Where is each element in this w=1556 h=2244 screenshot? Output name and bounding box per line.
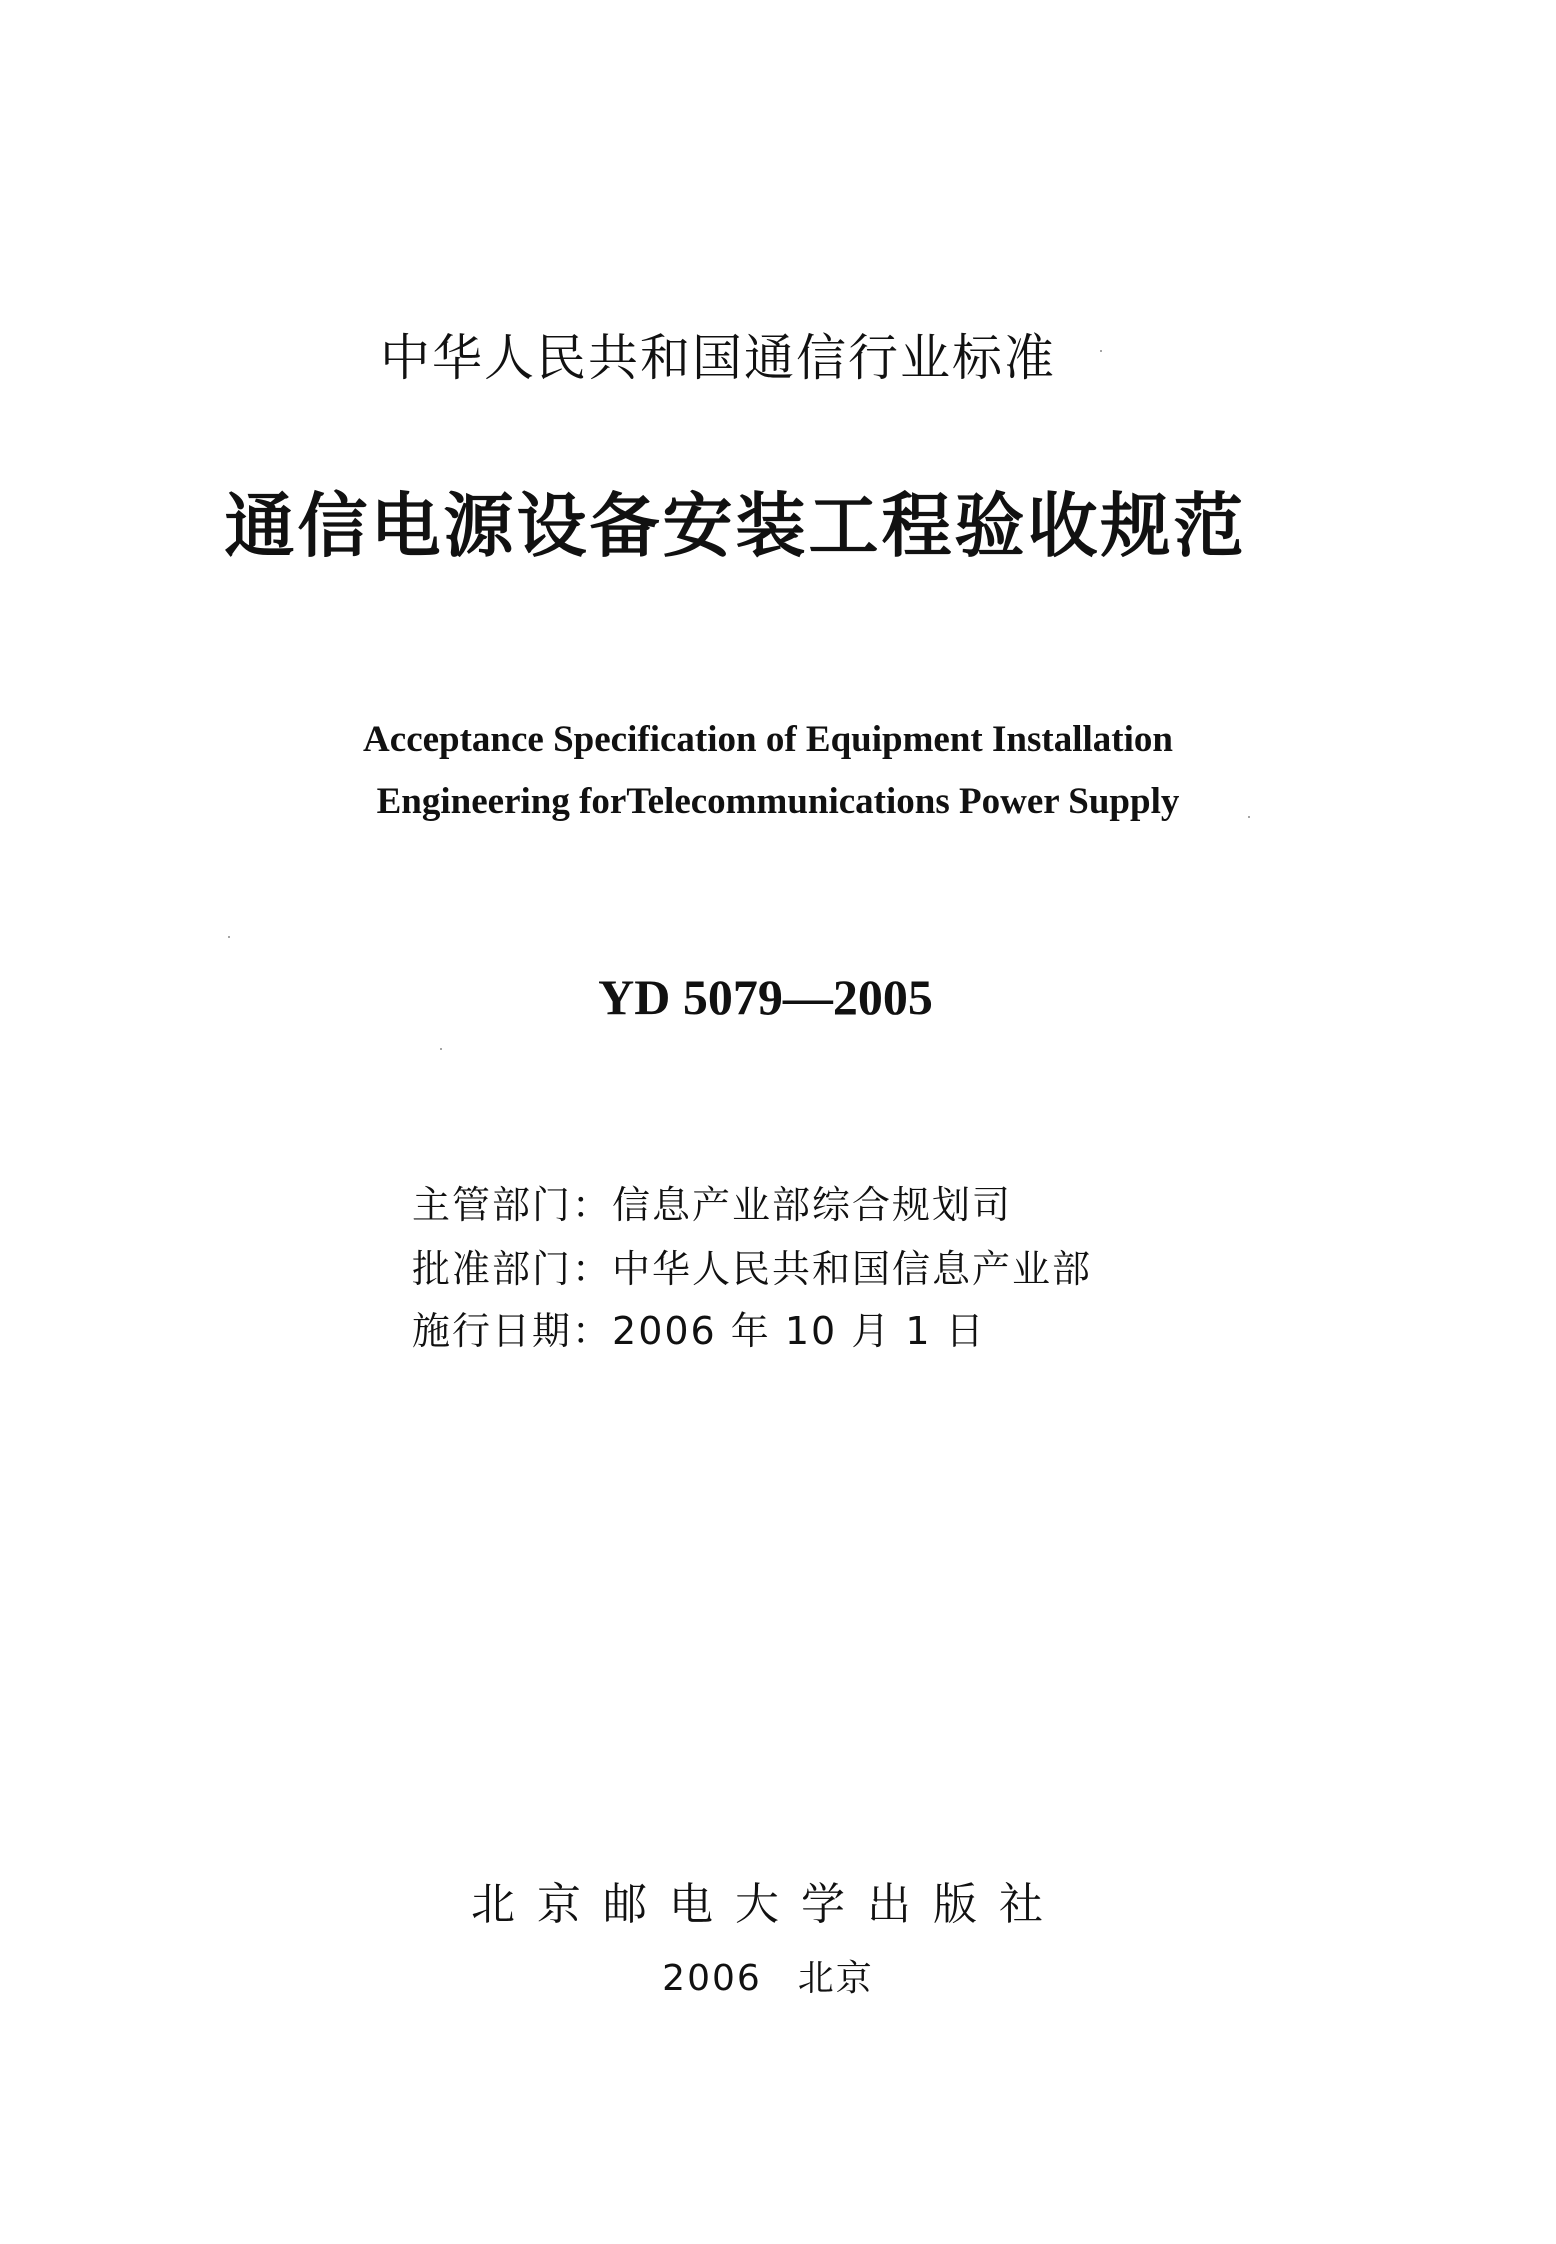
scan-speck [1100, 350, 1102, 352]
effective-date-row [412, 1300, 986, 1355]
supervisor-label: 主管部门： [412, 1183, 613, 1227]
effective-date-value: 2006 年 10 月 1 日 [612, 1309, 986, 1353]
publication-city: 北京 [797, 1958, 874, 1999]
supervisor-row [412, 1174, 1012, 1229]
standard-code: YD 5079—2005 [598, 969, 933, 1025]
approver-value: 中华人民共和国信息产业部 [612, 1247, 1093, 1291]
publication-place-year [0, 1950, 1556, 2001]
publisher-name: 北京邮电大学出版社 [471, 1879, 1065, 1930]
scan-speck [1248, 816, 1250, 818]
scan-speck [228, 936, 230, 938]
approver-row [412, 1238, 1092, 1293]
supervisor-value: 信息产业部综合规划司 [612, 1183, 1013, 1227]
main-title: 通信电源设备安装工程验收规范 [224, 484, 1247, 567]
english-title-line-1: Acceptance Specification of Equipment Installation [363, 719, 1173, 760]
series-title: 中华人民共和国通信行业标准 [380, 329, 1056, 387]
scan-speck [440, 1048, 442, 1050]
effective-date-label: 施行日期： [412, 1309, 613, 1353]
publication-year: 2006 [662, 1958, 762, 1999]
approver-label: 批准部门： [412, 1247, 613, 1291]
english-title-line-2: Engineering forTelecommunications Power Supply [376, 781, 1180, 822]
